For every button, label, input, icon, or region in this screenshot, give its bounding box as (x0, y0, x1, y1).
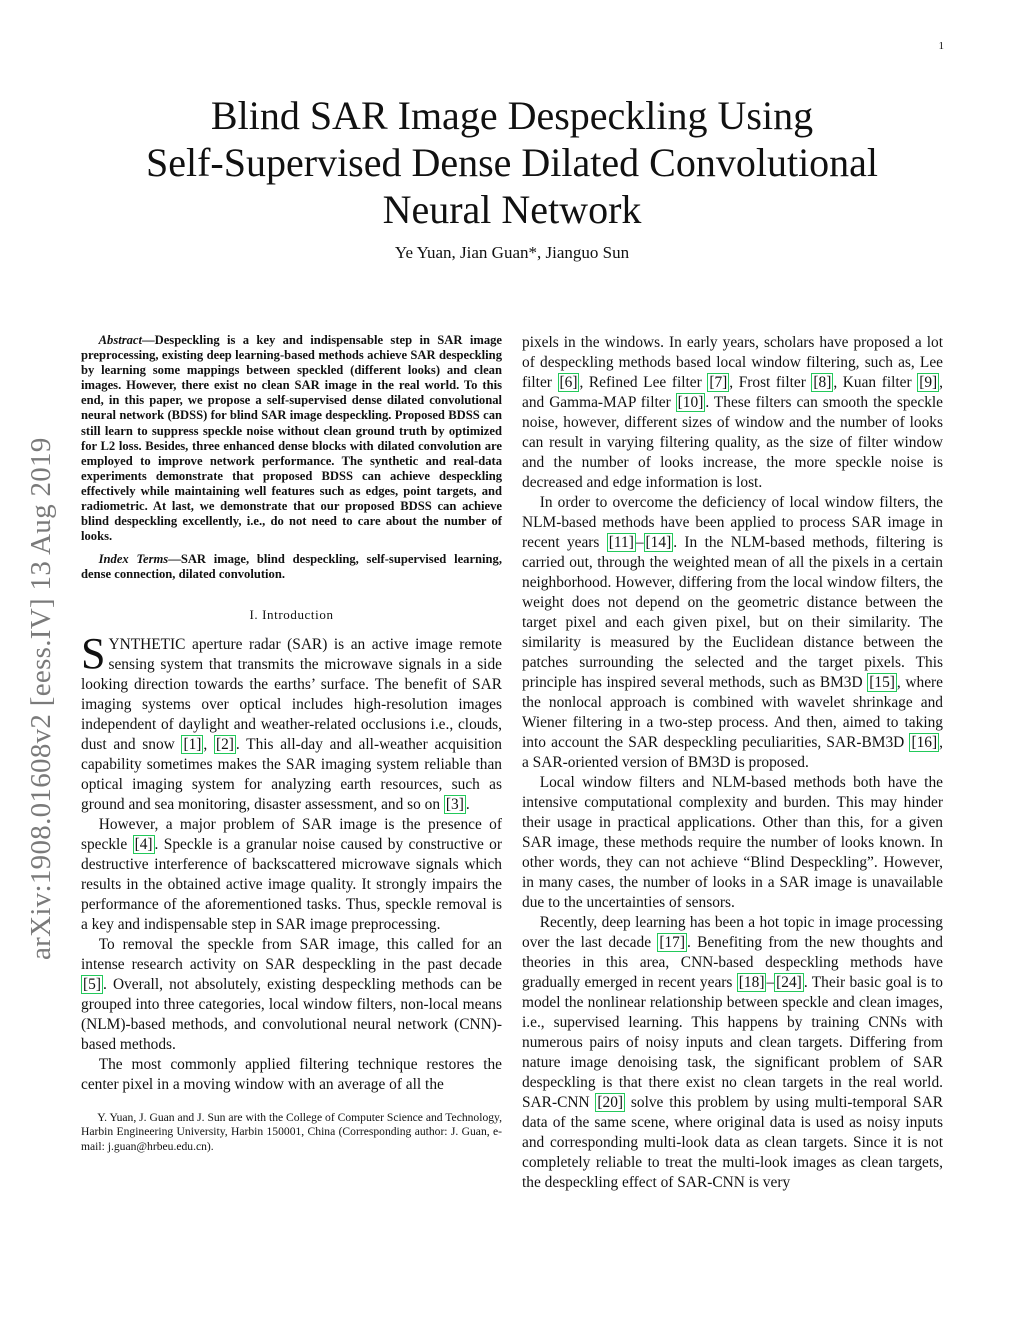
citation-link[interactable]: [20] (597, 1094, 624, 1111)
paragraph-text: , (203, 735, 214, 753)
paragraph-text: , Refined Lee filter (579, 374, 708, 391)
title-line-2: Self-Supervised Dense Dilated Convolutional (145, 140, 879, 185)
abstract-text: —Despeckling is a key and indispensable step in SAR image preprocessing, existing deep learning-based methods achieve SAR despeckling by learning some mappings between speckled (different looks) and clean images. However, there exist no clean SAR image in the real world. To this end, in this paper, we propose a self-supervised dense dilated convolutional neural network (BDSS) for blind SAR image despeckling. Proposed BDSS can still learn to suppress speckle noise without clean ground truth by optimized for L2 loss. Besides, three enhanced dense blocks with dilated convolution are employed to improve network performance. The synthetic and real-data experiments demonstrate that proposed BDSS can achieve despeckling effectively while maintaining well features such as edges, point targets, and radiometric. At last, we demonstrate that our proposed BDSS can achieve blind despeckling excellently, i.e., do not need to care about the number of looks. (81, 333, 502, 544)
citation-link[interactable]: [9] (919, 374, 938, 391)
paragraph-text: . Speckle is a granular noise caused by constructive or destructive interference of backscattered microwave signals which results in the obtained active image quality. It strongly impairs the performance of the aforementioned tasks. Thus, speckle removal is a key and indispensable step in SAR image preprocessing. (81, 835, 503, 933)
paragraph-text: solve this problem by using multi-temporal SAR data of the same scene, where original data is used as noisy inputs and corresponding multi-look data as clean targets. Since it is not completely reliable to treat the multi-look images as clean targets, the despeckling effect of SAR-CNN is very (522, 1094, 943, 1191)
paragraph-text: . Overall, not absolutely, existing despeckling methods can be grouped into three categories, local window filters, non-local means (NLM)-based methods, and convolutional neural network (CNN)-based methods. (81, 975, 502, 1053)
paragraph-text: . (465, 795, 470, 813)
citation-link[interactable]: [24] (776, 974, 802, 991)
paragraph-text: To removal the speckle from SAR image, this called for an intense research activity on SAR despeckling in the past decade (81, 935, 502, 973)
right-column (522, 333, 943, 1193)
right-paragraph-2 (522, 493, 943, 773)
paragraph-text: . In the NLM-based methods, filtering is carried out, through the weighted mean of all the pixels in a certain neighborhood. However, differing from the local window filters, the weight does not depend on the geometric distance between the target pixel and each given pixel, but on their similarity. The similarity is measured by the Euclidean distance between the patches surrounding the selected and the target pixels. This principle has inspired several methods, such as BM3D (522, 534, 943, 691)
drop-cap: S (81, 628, 106, 678)
right-paragraph-1 (522, 333, 943, 493)
citation-link[interactable]: [1] (183, 735, 202, 753)
arxiv-stamp: arXiv:1908.01608v2 [eess.IV] 13 Aug 2019 (25, 437, 57, 960)
right-paragraph-4 (522, 913, 943, 1193)
footnote: Y. Yuan, J. Guan and J. Sun are with the College of Computer Science and Technology, Harbin Engineering University, Harbin 150001, China (Corresponding author: J. Guan, e-mail: j.guan@hrbeu.edu.cn). (81, 1110, 502, 1153)
citation-link[interactable]: [8] (813, 374, 832, 391)
abstract-label: Abstract (98, 333, 143, 347)
paragraph-text: – (635, 534, 644, 551)
citation-link[interactable]: [10] (677, 394, 704, 411)
citation-link[interactable]: [18] (738, 974, 765, 991)
paragraph-text: , and Gamma-MAP filter (522, 374, 943, 411)
paragraph-text: , Frost filter (729, 374, 812, 391)
paragraph-text: YNTHETIC aperture radar (SAR) is an active image remote sensing system that transmits the microwave signals in a side looking direction towards the earths’ surface. The benefit of SAR imaging systems over optical includes high-resolution images independent of daylight and weather-related occlusions i.e., clouds, dust and snow (81, 635, 502, 753)
paragraph-text: . Benefiting from the new thoughts and theories in this area, CNN-based despeckling methods have gradually emerged in recent years (522, 934, 943, 991)
index-terms-text: —SAR image, blind despeckling, self-supervised learning, dense connection, dilated convolution. (81, 552, 502, 582)
intro-paragraph-4: The most commonly applied filtering technique restores the center pixel in a moving window with an average of all the (81, 1055, 502, 1093)
intro-paragraph-1 (81, 628, 502, 815)
citation-link[interactable]: [17] (659, 934, 685, 951)
abstract (81, 333, 502, 544)
index-terms (81, 552, 502, 582)
paragraph-text: . Their basic goal is to model the nonlinear relationship between speckle and clean images, i.e., supervised learning. This happens by training CNNs with numerous pairs of noisy inputs and clean targets. Differing from nature image denoising task, the significant problem of SAR despeckling is that there exist no clean targets in the real world. SAR-CNN (522, 974, 943, 1111)
paragraph-text: In order to overcome the deficiency of local window filters, the NLM-based methods have been applied to process SAR image in recent years (522, 494, 943, 551)
citation-link[interactable]: [4] (134, 835, 153, 853)
title-line-1: Blind SAR Image Despeckling Using (210, 93, 814, 138)
citation-link[interactable]: [14] (645, 534, 672, 551)
paragraph-text: – (766, 974, 775, 991)
intro-paragraph-3 (81, 935, 502, 1055)
right-paragraph-3: Local window filters and NLM-based methods both have the intensive computational complexity and burden. This may hinder their usage in practical applications. Other than this, for a given SAR image, these methods require the number of looks known. In other words, they can not achieve “Blind Despeckling”. However, in many cases, the number of looks in a SAR image is unavailable due to the uncertainties of sensors. (522, 774, 943, 911)
citation-link[interactable]: [5] (83, 975, 101, 993)
paragraph-text: pixels in the windows. In early years, scholars have proposed a lot of despeckling methods based local window filtering, such as, Lee filter (522, 334, 943, 391)
paragraph-text: , Kuan filter (833, 374, 918, 391)
author-list: Ye Yuan, Jian Guan*, Jianguo Sun (394, 243, 630, 262)
paragraph-text: Recently, deep learning has been a hot topic in image processing over the last decade (522, 914, 943, 951)
paragraph-text: , a SAR-oriented version of BM3D is proposed. (522, 734, 943, 771)
citation-link[interactable]: [7] (709, 374, 728, 391)
paper-title (100, 92, 924, 233)
citation-link[interactable]: [16] (911, 734, 938, 751)
index-terms-label: Index Terms (98, 552, 169, 567)
left-column (81, 333, 502, 1154)
citation-link[interactable]: [11] (608, 534, 634, 551)
citation-link[interactable]: [3] (445, 795, 464, 813)
citation-link[interactable]: [15] (869, 674, 895, 691)
intro-paragraph-2 (81, 815, 502, 935)
title-line-3: Neural Network (382, 187, 642, 232)
page-number: 1 (938, 40, 944, 52)
paragraph-text: . This all-day and all-weather acquisition capability sometimes makes the SAR imaging system reliable than optical imaging system for analyzing earth resources, such as ground and sea monitoring, disaster assessment, and so on (81, 735, 502, 813)
citation-link[interactable]: [2] (215, 735, 234, 753)
paragraph-text: . These filters can smooth the speckle noise, however, different sizes of window and the number of looks can result in varying filtering quality, as the size of filter window and the number of looks increase, the more speckle noise is decreased and edge information is lost. (522, 394, 943, 491)
paragraph-text: , where the nonlocal approach is combined with wavelet shrinkage and Wiener filtering in a two-step process. And then, aimed to taking into account the SAR despeckling peculiarities, SAR-BM3D (522, 674, 943, 751)
paragraph-text: However, a major problem of SAR image is the presence of speckle (81, 815, 502, 853)
section-heading-introduction: I. Introduction (249, 606, 334, 622)
citation-link[interactable]: [6] (559, 374, 578, 391)
